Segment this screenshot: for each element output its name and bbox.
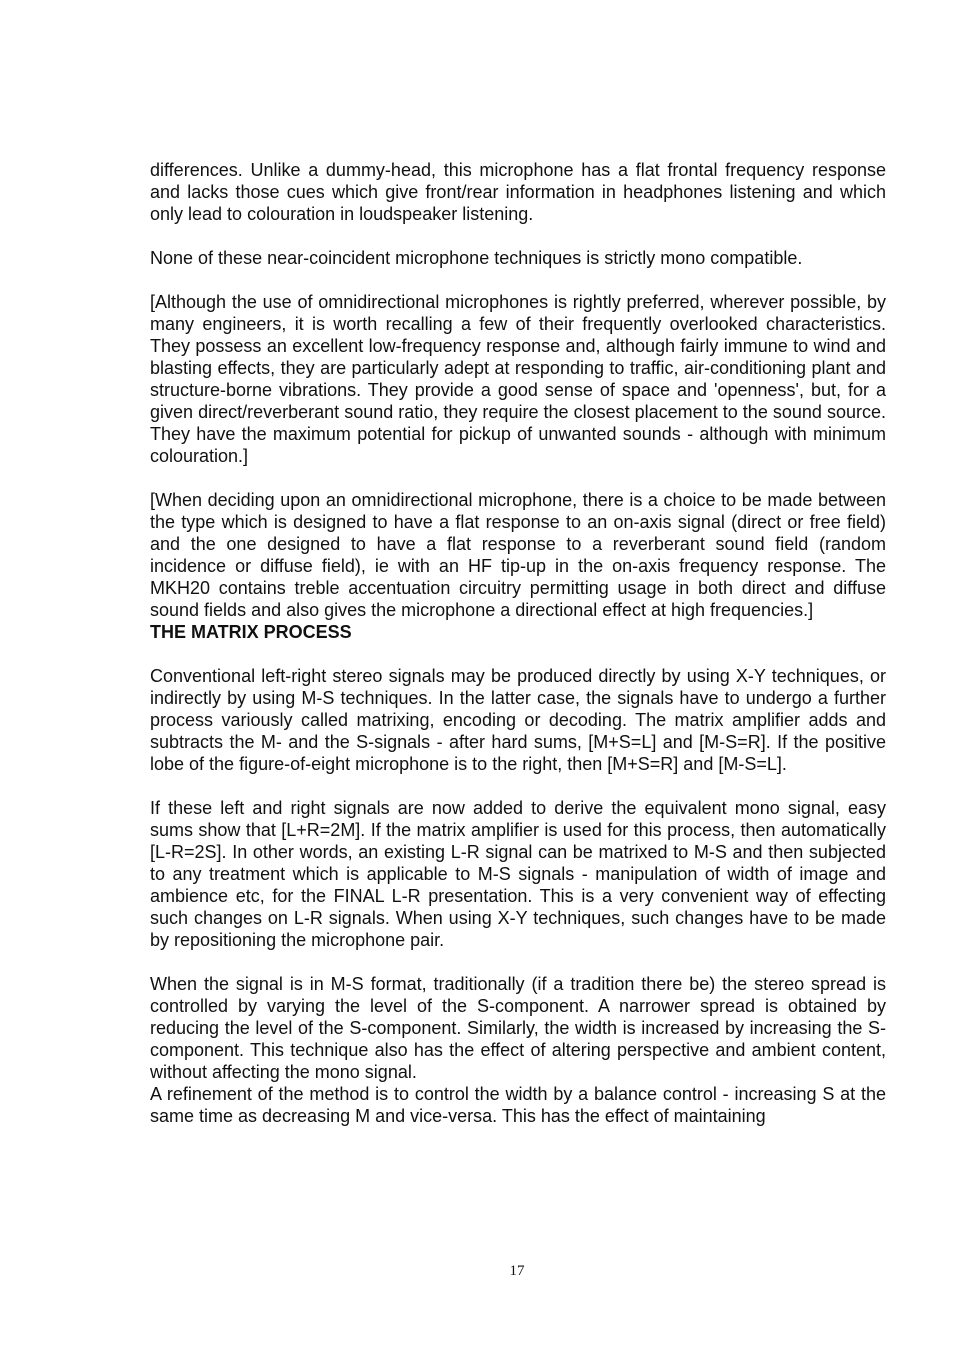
paragraph-stereo-spread: When the signal is in M-S format, traditionally (if a tradition there be) the stereo spread is controlled by varying the level of the S-component. A narrower spread is obtained by reducing the level of the S-component. Similarly, the width is increased by increasing the S-component. This technique also has the effect of altering perspective and ambient content, without affecting the mono signal.	[150, 974, 886, 1082]
paragraph-dummy-head: differences. Unlike a dummy-head, this microphone has a flat frontal frequency response and lacks those cues which give front/rear information in headphones listening and which only lead to colouration in loudspeaker listening.	[150, 160, 886, 224]
paragraph-mono-sums: If these left and right signals are now added to derive the equivalent mono signal, easy sums show that [L+R=2M]. If the matrix amplifier is used for this process, then automatically [L-R=2S]. In other words, an existing L-R signal can be matrixed to M-S and then subjected to any treatment which is applicable to M-S signals - manipulation of width of image and ambience etc, for the FINAL L-R presentation. This is a very convenient way of effecting such changes on L-R signals. When using X-Y techniques, such changes have to be made by repositioning the microphone pair.	[150, 798, 886, 950]
paragraph-mono-compatibility: None of these near-coincident microphone techniques is strictly mono compatible.	[150, 248, 803, 268]
page-number: 17	[509, 1263, 525, 1279]
paragraph-omnidirectional-characteristics: [Although the use of omnidirectional microphones is rightly preferred, wherever possible, by many engineers, it is worth recalling a few of their frequently overlooked characteristics. They possess an excellent low-frequency response and, although fairly immune to wind and blasting effects, they are particularly adept at responding to traffic, air-conditioning plant and structure-borne vibrations. They provide a good sense of space and 'openness', but, for a given direct/reverberant sound ratio, they require the closest placement to the sound source. They have the maximum potential for pickup of unwanted sounds - although with minimum colouration.]	[150, 292, 886, 466]
paragraph-matrix-intro: Conventional left-right stereo signals may be produced directly by using X-Y techniques, or indirectly by using M-S techniques. In the latter case, the signals have to undergo a further process variously called matrixing, encoding or decoding. The matrix amplifier adds and subtracts the M- and the S-signals - after hard sums, [M+S=L] and [M-S=R]. If the positive lobe of the figure-of-eight microphone is to the right, then [M+S=R] and [M-S=L].	[150, 666, 886, 774]
section-heading: THE MATRIX PROCESS	[150, 622, 352, 642]
paragraph-refinement: A refinement of the method is to control the width by a balance control - increasing S at the same time as decreasing M and vice-versa. This has the effect of maintaining	[150, 1084, 886, 1126]
document-body	[150, 159, 886, 1127]
paragraph-omnidirectional-choice: [When deciding upon an omnidirectional microphone, there is a choice to be made between the type which is designed to have a flat response to an on-axis signal (direct or free field) and the one designed to have a flat response to a reverberant sound field (random incidence or diffuse field), ie with an HF tip-up in the on-axis frequency response. The MKH20 contains treble accentuation circuitry permitting usage in both direct and diffuse sound fields and also gives the microphone a directional effect at high frequencies.]	[150, 490, 886, 620]
